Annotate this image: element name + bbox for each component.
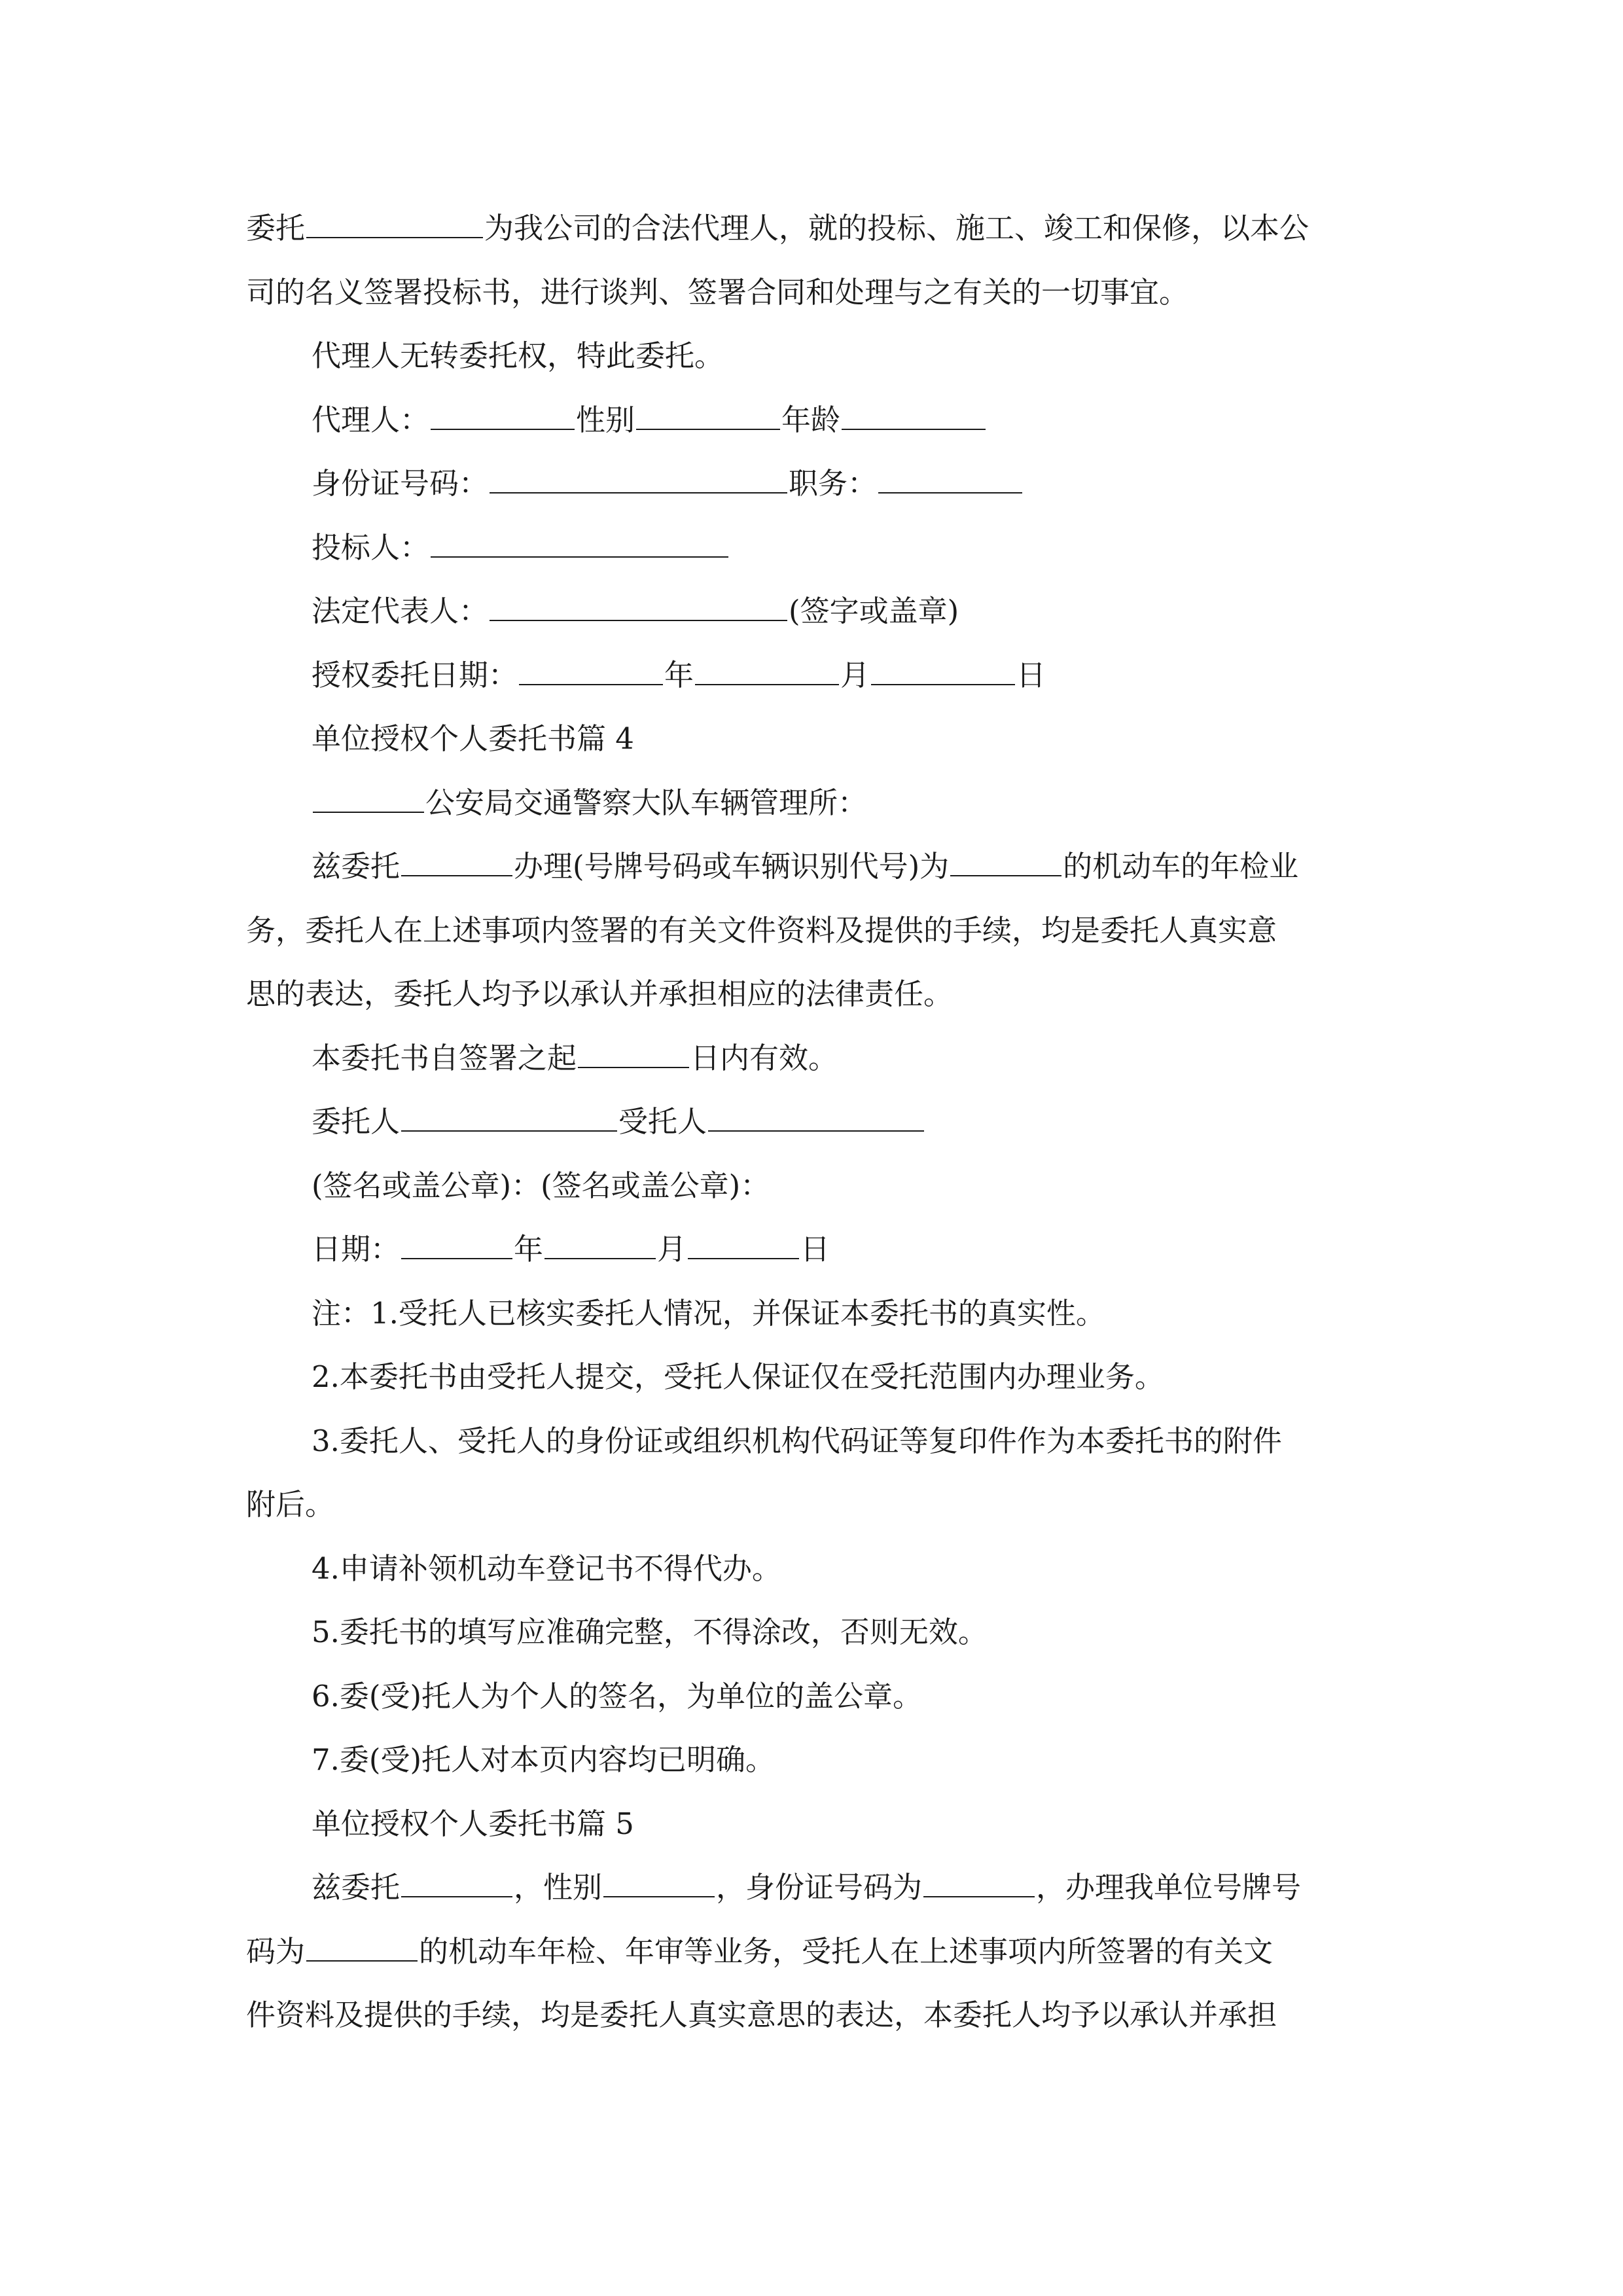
fill-blank <box>306 212 483 238</box>
paragraph-line <box>246 1920 1378 1984</box>
age-label: 年龄 <box>781 402 841 437</box>
note-item: 附后。 <box>246 1487 335 1522</box>
paragraph-line <box>246 1856 1378 1920</box>
fill-blank <box>950 850 1061 876</box>
fill-blank <box>578 1042 689 1068</box>
text: ，性别 <box>514 1870 603 1905</box>
fill-blank <box>306 1935 418 1962</box>
fill-blank <box>401 1233 512 1259</box>
month-label: 月 <box>657 1232 687 1266</box>
fill-blank <box>431 404 575 430</box>
note-item: 7.委(受)托人对本页内容均已明确。 <box>312 1742 776 1777</box>
fill-blank <box>708 1105 924 1132</box>
no-delegation-line: 代理人无转委托权，特此委托。 <box>312 338 724 373</box>
section-heading: 单位授权个人委托书篇 5 <box>312 1806 634 1841</box>
fill-blank <box>313 787 424 813</box>
addressee-row <box>246 771 1378 835</box>
text: 办理(号牌号码或车辆识别代号)为 <box>514 849 950 884</box>
fill-blank <box>401 1871 512 1897</box>
bidder-row <box>246 516 1378 580</box>
paragraph-line: 司的名义签署投标书，进行谈判、签署合同和处理与之有关的一切事宜。 <box>246 274 1189 310</box>
fill-blank <box>544 1233 656 1259</box>
date-label: 授权委托日期： <box>312 657 518 692</box>
auth-date-row <box>246 643 1378 708</box>
fill-blank <box>636 404 780 430</box>
parties-row <box>246 1090 1378 1154</box>
fill-blank <box>923 1871 1035 1897</box>
year-label: 年 <box>664 657 694 692</box>
text: ，身份证号码为 <box>716 1870 923 1905</box>
agent-label: 受托人 <box>618 1104 707 1139</box>
fill-blank <box>842 404 986 430</box>
text: ，办理我单位号牌号 <box>1036 1870 1302 1905</box>
note-item: 4.申请补领机动车登记书不得代办。 <box>312 1551 781 1586</box>
text: 码为 <box>246 1933 306 1969</box>
fill-blank <box>603 1871 715 1897</box>
agent-row <box>246 388 1378 452</box>
id-label: 身份证号码： <box>312 466 489 501</box>
fill-blank <box>490 595 787 621</box>
fill-blank <box>688 1233 799 1259</box>
gender-label: 性别 <box>576 402 635 437</box>
fill-blank <box>519 659 663 685</box>
paragraph-line <box>246 834 1378 899</box>
legal-rep-label: 法定代表人： <box>312 594 489 628</box>
note-item: 2.本委托书由受托人提交，受托人保证仅在受托范围内办理业务。 <box>312 1359 1164 1394</box>
year-label: 年 <box>514 1232 544 1266</box>
text: 本委托书自签署之起 <box>312 1040 577 1075</box>
paragraph-line: 思的表达，委托人均予以承认并承担相应的法律责任。 <box>246 977 954 1011</box>
text: 委托 <box>246 211 306 245</box>
text: 日内有效。 <box>690 1040 838 1075</box>
month-label: 月 <box>840 657 870 692</box>
principal-label: 委托人 <box>312 1104 401 1139</box>
text: 为我公司的合法代理人，就的投标、施工、竣工和保修，以本公 <box>484 211 1310 245</box>
paragraph-line: 件资料及提供的手续，均是委托人真实意思的表达，本委托人均予以承认并承担 <box>246 1998 1277 2032</box>
paragraph-line <box>246 196 1378 260</box>
fill-blank <box>871 659 1015 685</box>
legal-rep-row <box>246 579 1378 643</box>
note-item: 3.委托人、受托人的身份证或组织机构代码证等复印件作为本委托书的附件 <box>312 1423 1282 1458</box>
text: 的机动车年检、年审等业务，受托人在上述事项内所签署的有关文 <box>419 1933 1274 1969</box>
fill-blank <box>401 1105 617 1132</box>
paragraph-line: 务，委托人在上述事项内签署的有关文件资料及提供的手续，均是委托人真实意 <box>246 912 1277 948</box>
note-item: 6.委(受)托人为个人的签名，为单位的盖公章。 <box>312 1678 923 1713</box>
text: 兹委托 <box>312 849 401 884</box>
addressee-text: 公安局交通警察大队车辆管理所： <box>425 785 868 820</box>
validity-row <box>246 1026 1378 1090</box>
agent-label: 代理人： <box>312 402 430 437</box>
fill-blank <box>490 467 787 493</box>
document-page <box>246 196 1378 2047</box>
fill-blank <box>695 659 839 685</box>
text: 的机动车的年检业 <box>1063 849 1299 884</box>
bidder-label: 投标人： <box>312 529 430 565</box>
date-row <box>246 1217 1378 1282</box>
day-label: 日 <box>1016 657 1046 692</box>
sign-note: (签字或盖章) <box>789 594 959 628</box>
section-heading: 单位授权个人委托书篇 4 <box>312 721 634 756</box>
sign-row: (签名或盖公章)：(签名或盖公章)： <box>312 1168 770 1203</box>
date-label: 日期： <box>312 1232 401 1266</box>
fill-blank <box>401 850 512 876</box>
day-label: 日 <box>800 1232 830 1266</box>
id-row <box>246 452 1378 516</box>
fill-blank <box>431 531 728 558</box>
fill-blank <box>878 467 1022 493</box>
note-item: 注：1.受托人已核实委托人情况，并保证本委托书的真实性。 <box>312 1295 1105 1331</box>
text: 兹委托 <box>312 1870 401 1905</box>
position-label: 职务： <box>789 466 878 501</box>
note-item: 5.委托书的填写应准确完整，不得涂改，否则无效。 <box>312 1615 988 1649</box>
